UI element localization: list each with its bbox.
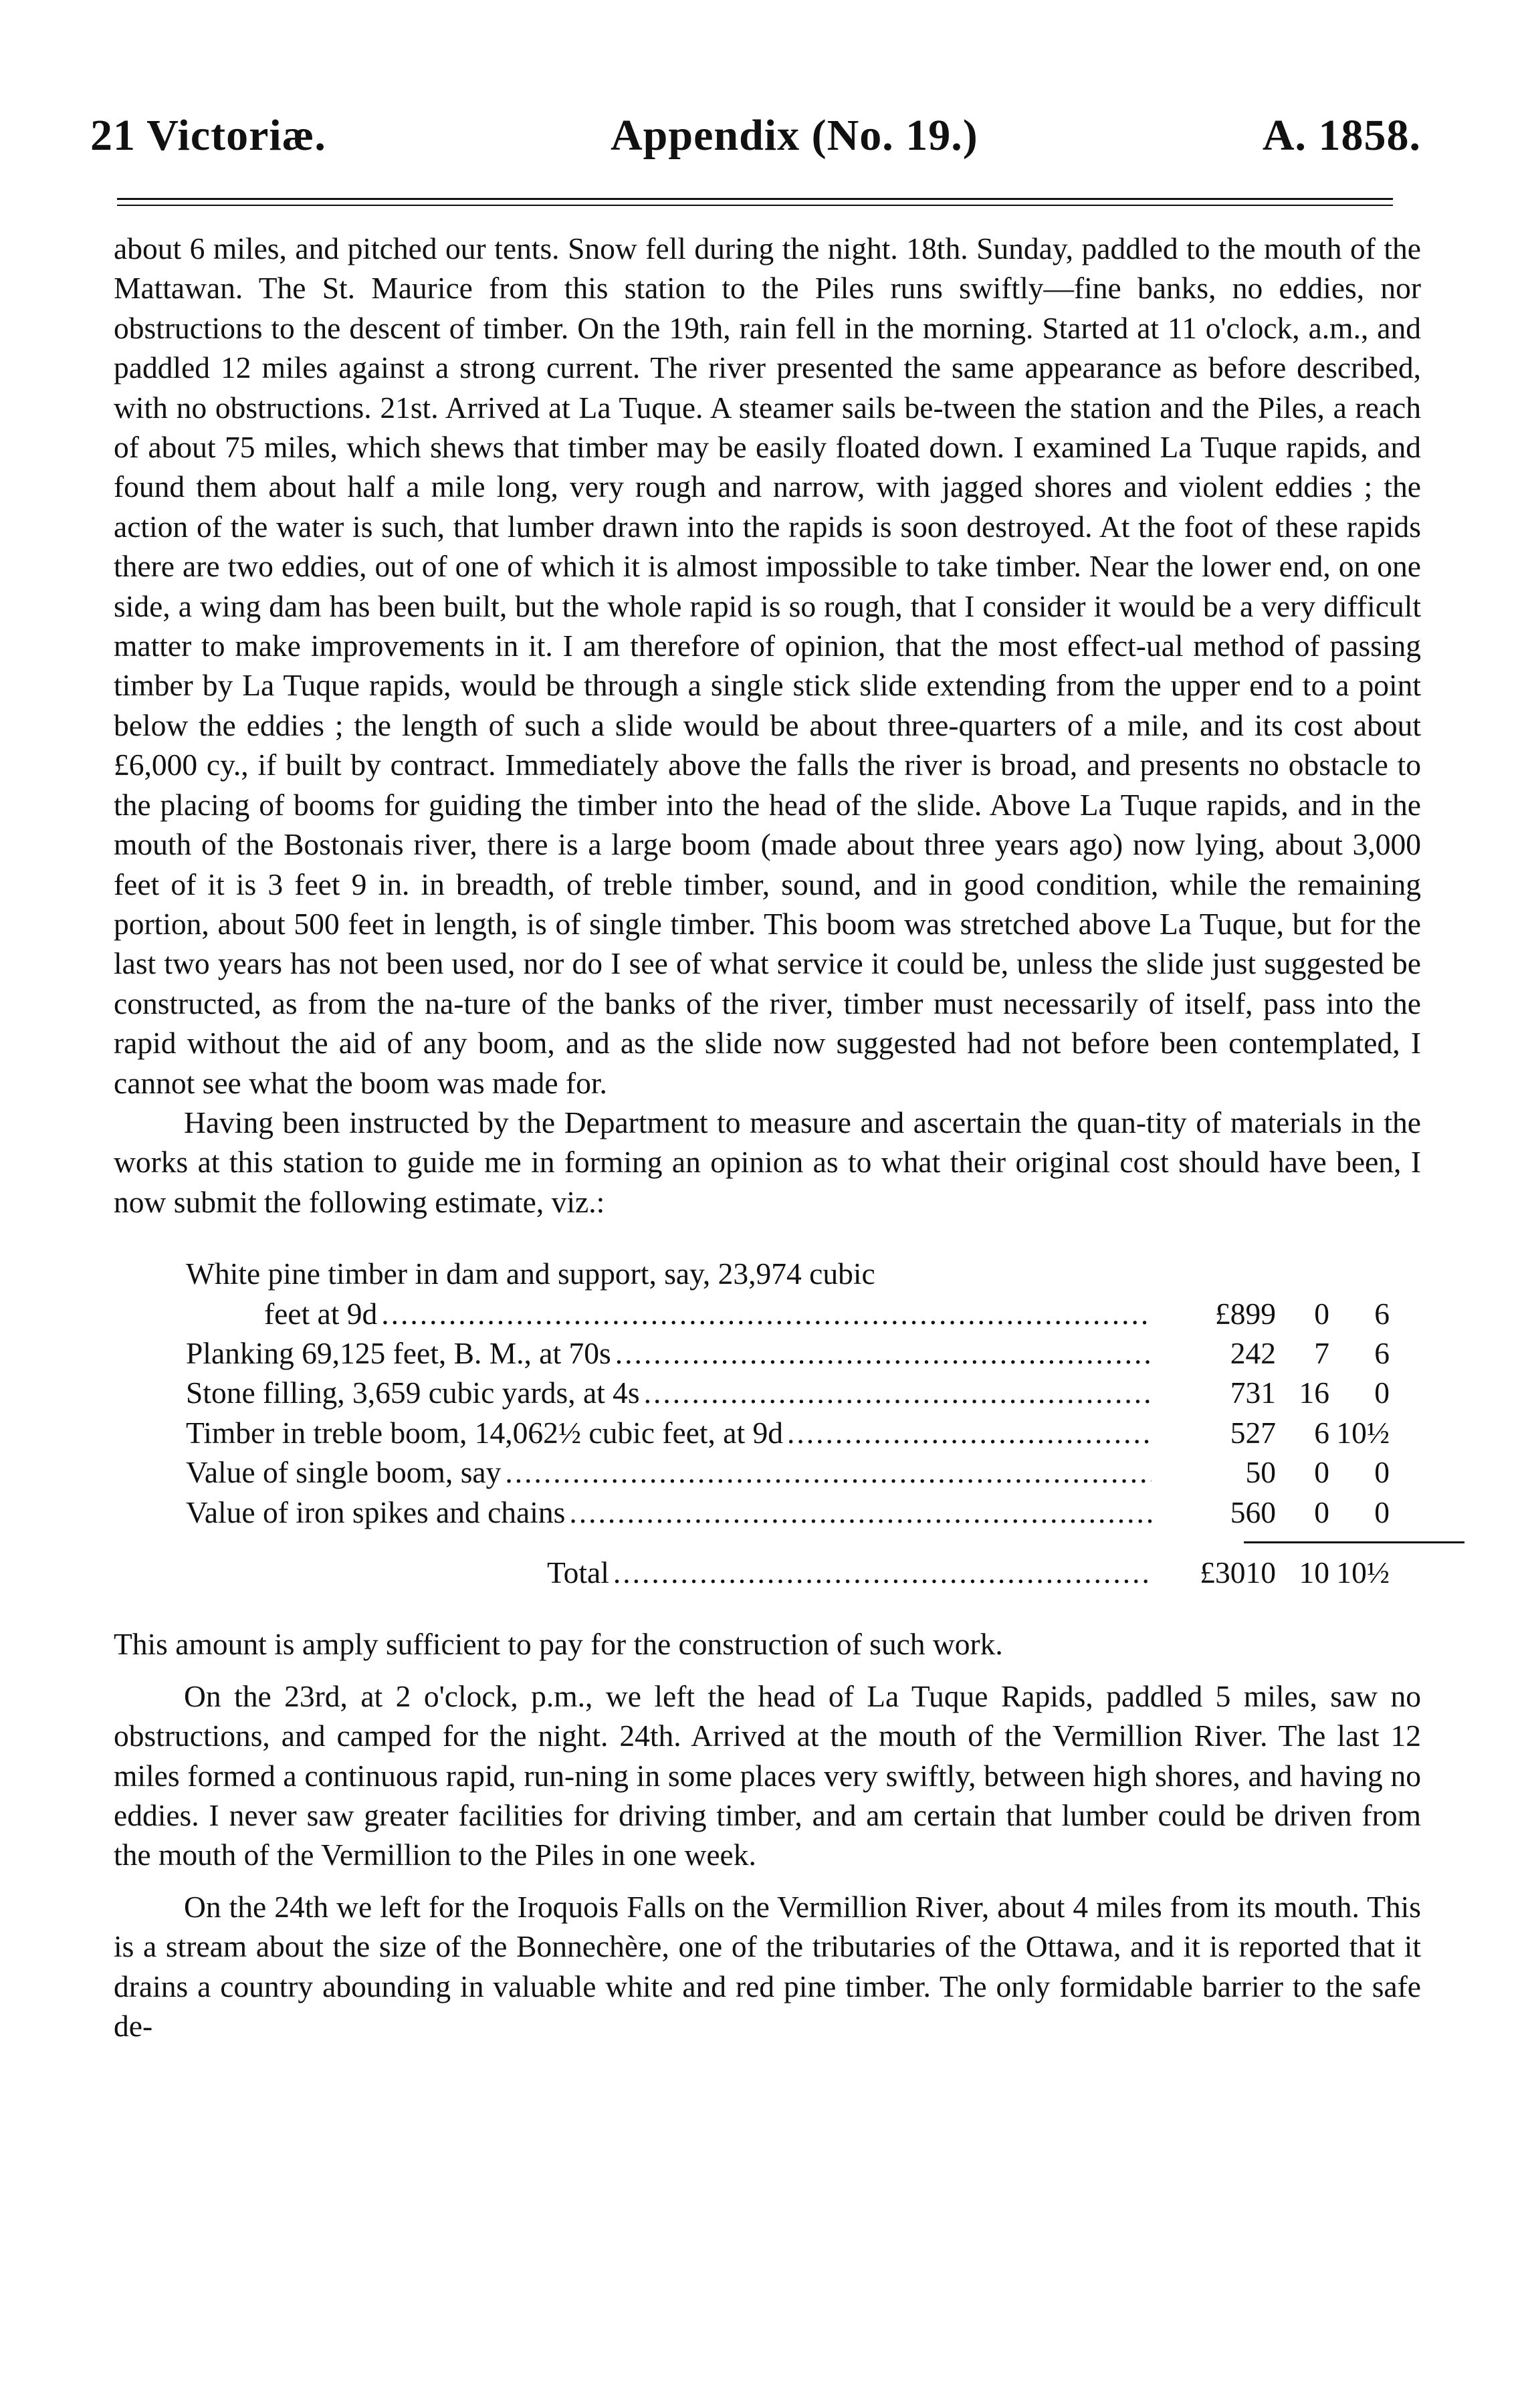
total-label: Total	[547, 1555, 609, 1590]
total-pence: 10½	[1336, 1555, 1390, 1590]
header-appendix: Appendix (No. 19.)	[611, 111, 978, 160]
body-text	[114, 229, 1421, 2046]
total-shillings: 10	[1299, 1555, 1329, 1590]
leader-dots	[615, 1333, 1152, 1373]
paragraph-vermillion: On the 23rd, at 2 o'clock, p.m., we left the head of La Tuque Rapids, paddled 5 miles, saw no obstructions, and camped for the night. 24th. Arrived at the mouth of the Vermillion River. The last 12 miles formed a continuous rapid, run-ning in some places very swiftly, between high shores, and having no eddies. I never saw greater facilities for driving timber, and am certain that lumber could be driven from the mouth of the Vermillion to the Piles in one week.	[114, 1678, 1421, 1872]
amount-shillings: 6	[1314, 1415, 1329, 1450]
amount-pounds: 242	[1230, 1335, 1276, 1370]
amount-shillings: 0	[1314, 1296, 1329, 1331]
amount-pounds: 527	[1230, 1415, 1276, 1450]
header-session: 21 Victoriæ.	[90, 111, 326, 160]
amount-shillings: 0	[1314, 1455, 1329, 1490]
total-rule	[1244, 1541, 1464, 1543]
leader-dots	[613, 1553, 1152, 1592]
amount-pence: 0	[1374, 1376, 1390, 1410]
estimate-row: Value of single boom, say ..... 50 0 0	[186, 1452, 1390, 1492]
amount-pence: 6	[1374, 1335, 1390, 1370]
paragraph-estimate-intro: Having been instructed by the Department to measure and ascertain the quan-tity of materials in the works at this station to guide me in forming an opinion as to what their original cost should have been, I now submit the following estimate, viz.:	[114, 1105, 1421, 1219]
leader-dots	[381, 1294, 1152, 1333]
leader-dots	[644, 1373, 1152, 1412]
amount-pence: 0	[1374, 1495, 1390, 1529]
estimate-first-line: White pine timber in dam and support, say, 23,974 cubic	[186, 1256, 875, 1291]
total-pounds: £3010	[1200, 1555, 1276, 1590]
amount-shillings: 0	[1314, 1495, 1329, 1529]
leader-dots	[787, 1413, 1152, 1452]
leader-dots	[569, 1493, 1152, 1532]
amount-pence: 10½	[1336, 1415, 1390, 1450]
header-year: A. 1858.	[1262, 111, 1421, 160]
running-header	[90, 110, 1421, 161]
estimate-row: Timber in treble boom, 14,062½ cubic feet, at 9d ..... 527 6 10½	[186, 1413, 1390, 1452]
amount-pounds: 560	[1230, 1495, 1276, 1529]
amount-pence: 6	[1374, 1296, 1390, 1331]
amount-shillings: 7	[1314, 1335, 1329, 1370]
leader-dots	[505, 1452, 1152, 1492]
estimate-row: Stone filling, 3,659 cubic yards, at 4s ..... 731 16 0	[186, 1373, 1390, 1412]
estimate-total-row	[186, 1553, 1390, 1592]
paragraph-iroquois-falls: On the 24th we left for the Iroquois Falls on the Vermillion River, about 4 miles from its mouth. This is a stream about the size of the Bonnechère, one of the tributaries of the Ottawa, and it is reported that it drains a country abounding in valuable white and red pine timber. The only formidable barrier to the safe de-	[114, 1889, 1421, 2044]
estimate-row: feet at 9d ..... £899 0 6	[264, 1294, 1390, 1333]
estimate-row: Value of iron spikes and chains ..... 560 0 0	[186, 1493, 1390, 1532]
amount-pounds: £899	[1215, 1296, 1276, 1331]
paragraph-amount-sufficient: This amount is amply sufficient to pay for the construction of such work.	[114, 1627, 1003, 1662]
amount-pounds: 50	[1245, 1455, 1276, 1490]
header-rule-thin	[117, 205, 1393, 206]
header-rule-thick	[117, 198, 1393, 200]
paragraph-journey: about 6 miles, and pitched our tents. Snow fell during the night. 18th. Sunday, paddled to the mouth of the Mattawan. The St. Maurice from this station to the Piles runs swiftly—fine banks, no eddies, nor obstructions to the descent of timber. On the 19th, rain fell in the morning. Started at 11 o'clock, a.m., and paddled 12 miles against a strong current. The river presented the same appearance as before described, with no obstructions. 21st. Arrived at La Tuque. A steamer sails be-tween the station and the Piles, a reach of about 75 miles, which shews that timber may be easily floated down. I examined La Tuque rapids, and found them about half a mile long, very rough and narrow, with jagged shores and violent eddies ; the action of the water is such, that lumber drawn into the rapids is soon destroyed. At the foot of these rapids there are two eddies, out of one of which it is almost impossible to take timber. Near the lower end, on one side, a wing dam has been built, but the whole rapid is so rough, that I consider it would be a very difficult matter to make improvements in it. I am therefore of opinion, that the most effect-ual method of passing timber by La Tuque rapids, would be through a single stick slide extending from the upper end to a point below the eddies ; the length of such a slide would be about three-quarters of a mile, and its cost about £6,000 cy., if built by contract. Immediately above the falls the river is broad, and presents no obstacle to the placing of booms for guiding the timber into the head of the slide. Above La Tuque rapids, and in the mouth of the Bostonais river, there is a large boom (made about three years ago) now lying, about 3,000 feet of it is 3 feet 9 in. in breadth, of treble timber, sound, and in good condition, while the remaining portion, about 500 feet in length, is of single timber. This boom was stretched above La Tuque, but for the last two years has not been used, nor do I see of what service it could be, unless the slide just suggested be constructed, as from the na-ture of the banks of the river, timber must necessarily of itself, pass into the rapid without the aid of any boom, and as the slide now suggested had not before been contemplated, I cannot see what the boom was made for.	[114, 231, 1421, 1100]
amount-pounds: 731	[1230, 1376, 1276, 1410]
amount-pence: 0	[1374, 1455, 1390, 1490]
estimate-row: Planking 69,125 feet, B. M., at 70s ..... 242 7 6	[186, 1333, 1390, 1373]
cost-estimate-table	[114, 1254, 1421, 1592]
amount-shillings: 16	[1299, 1376, 1329, 1410]
